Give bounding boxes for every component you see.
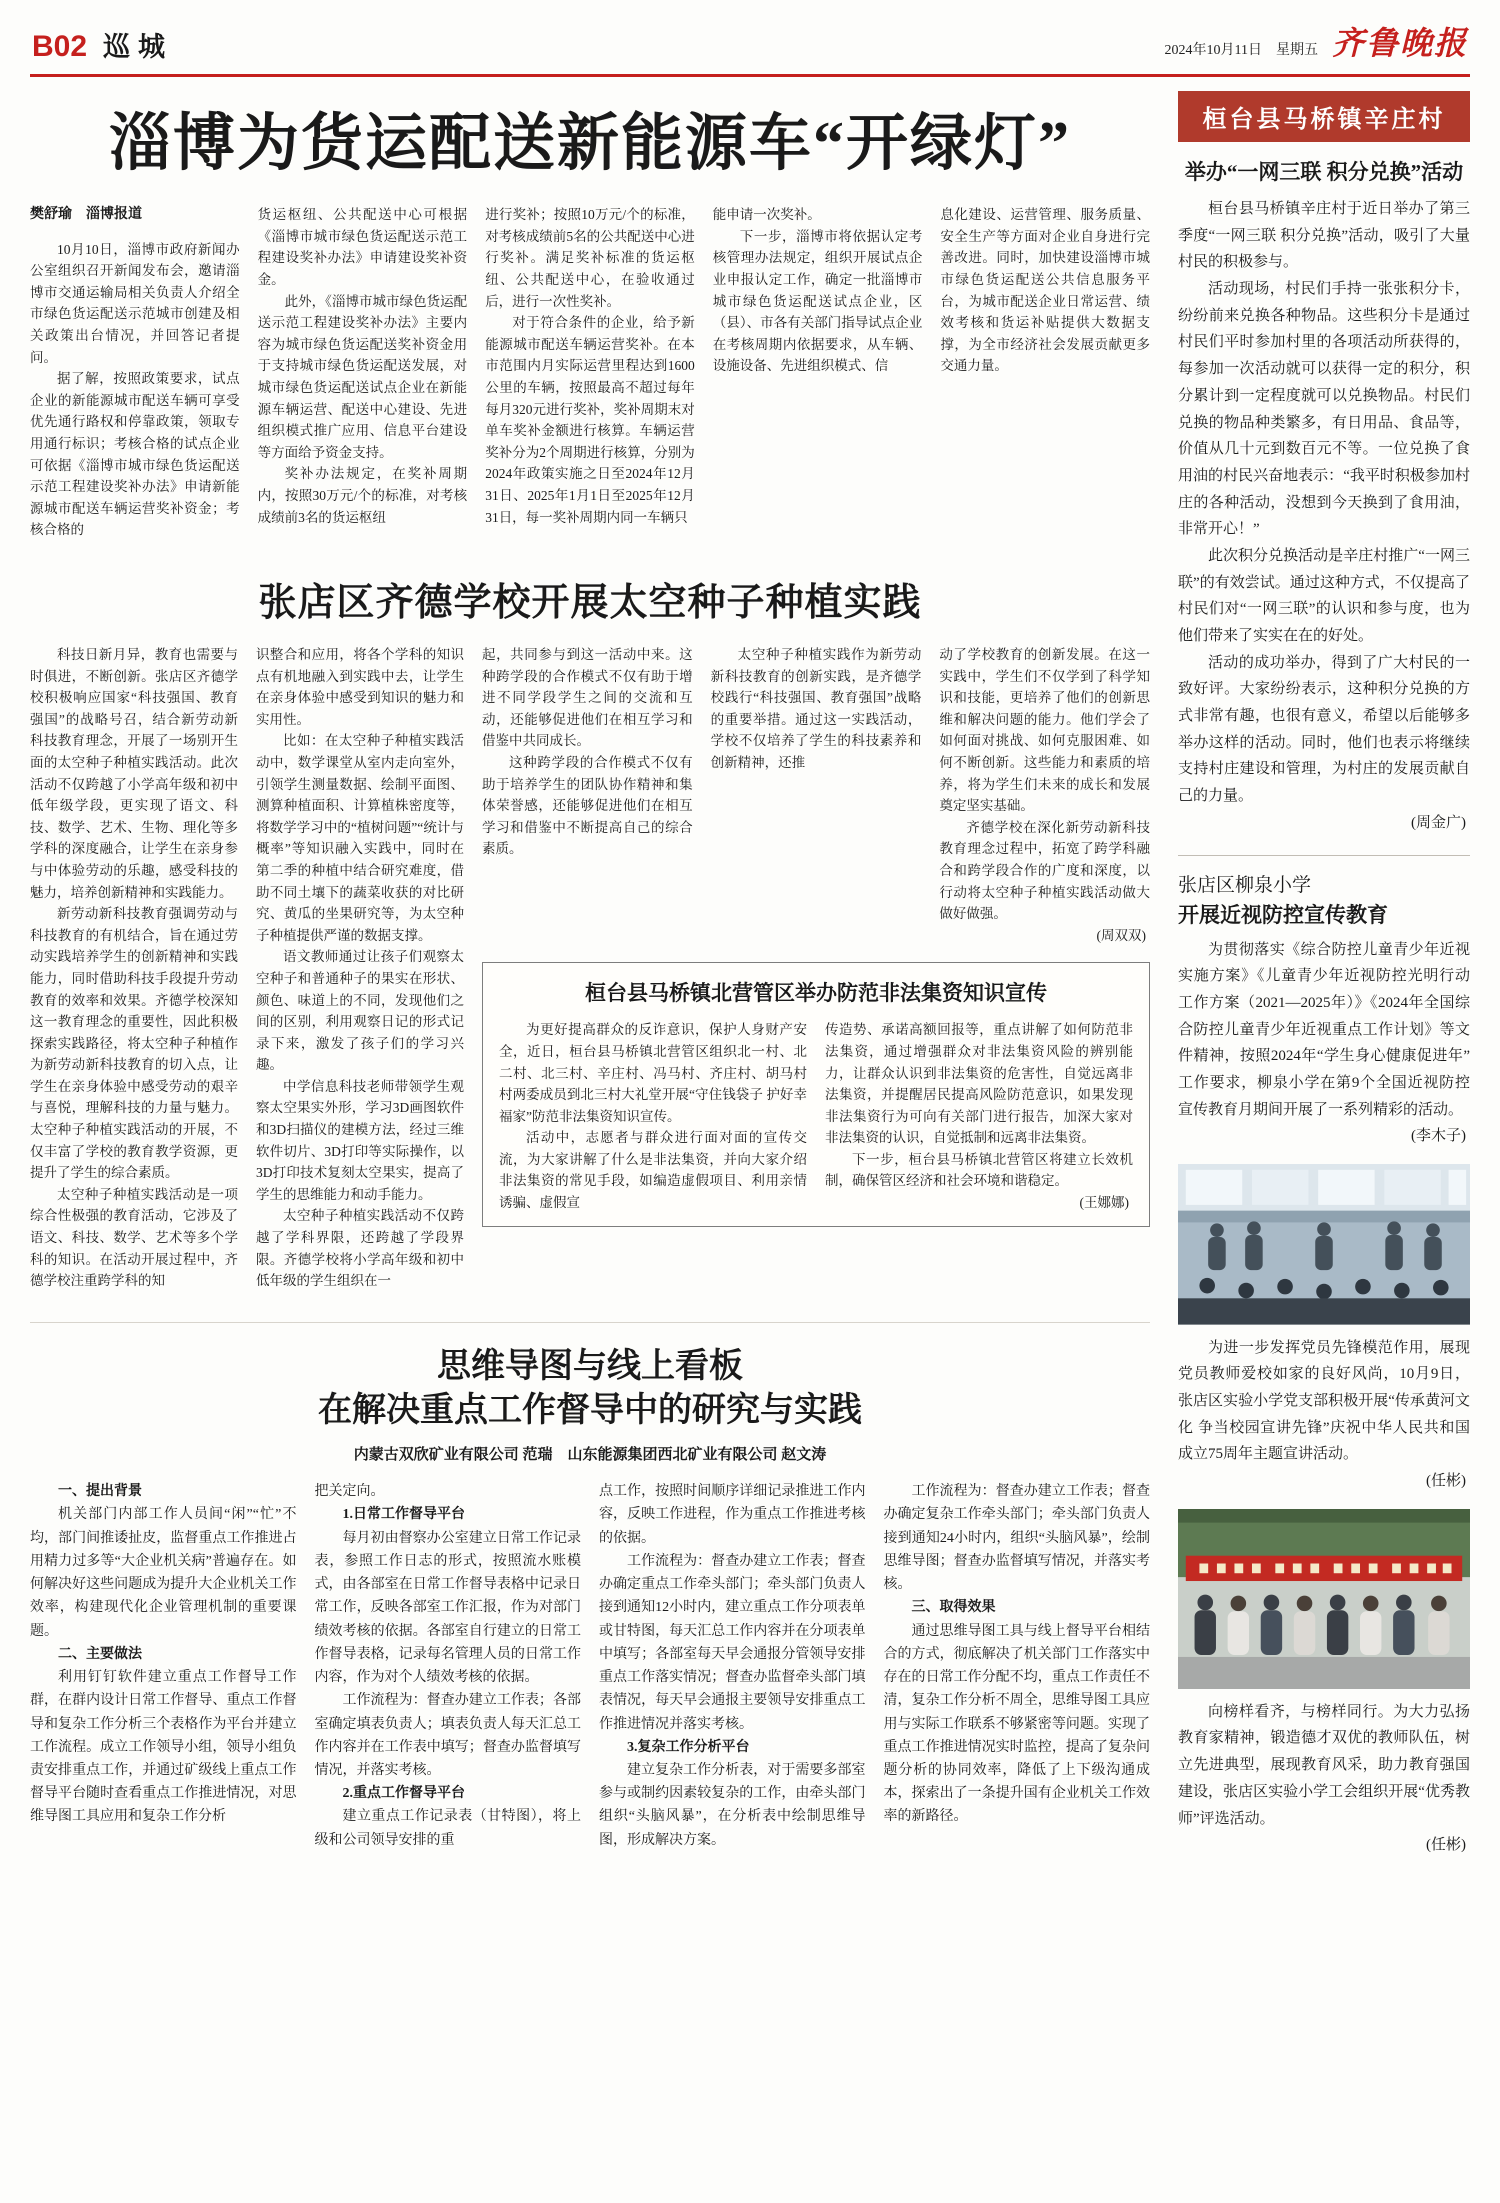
paragraph: 下一步，桓台县马桥镇北营管区将建立长效机制，确保管区经济和社会环境和谐稳定。 [825, 1151, 1133, 1189]
paragraph: (任彬) [1426, 1473, 1466, 1490]
sidebar-kicker-badge: 桓台县马桥镇辛庄村 [1178, 91, 1470, 142]
space-seeds-headline: 张店区齐德学校开展太空种子种植实践 [258, 582, 922, 624]
article-column [258, 204, 468, 541]
article-column [315, 1480, 582, 1852]
masthead-right [1165, 18, 1469, 64]
article-body [1178, 937, 1470, 1151]
paragraph: 对于符合条件的企业，给予新能源城市配送车辆运营奖补。在本市范围内月实际运营里程达到1600公里的车辆，按照最高不超过每年每月320元进行奖补，奖补周期末对单车奖补金额进行核算。车辆运营奖补分为2个周期进行核算，分别为2024年政策实施之日至2024年12月31日、2025年1月1日至2025年12月31日，每一奖补周期内同一车辆只 [485, 315, 695, 525]
paragraph: 把关定向。 [314, 1484, 385, 1500]
paragraph: 息化建设、运营管理、服务质量、安全生产等方面对企业自身进行完善改进。同时，加快建设淄博市城市绿色货运配送公共信息服务平台，为城市配送企业日常运营、绩效考核和货运补贴提供大数据支撑，为全市经济社会发展贡献更多交通力量。 [940, 207, 1150, 374]
paragraph: 为贯彻落实《综合防控儿童青少年近视实施方案》《儿童青少年近视防控光明行动工作方案（2021—2025年）》《2024年全国综合防控儿童青少年近视重点工作计划》等文件精神，按照2024年“学生身心健康促进年”工作要求，柳泉小学在第9个全国近视防控宣传教育月期间开展了一系列精彩的活动。 [1178, 941, 1470, 1118]
article-points-exchange [1178, 91, 1470, 837]
article-column [599, 1480, 866, 1852]
paragraph: 奖补办法规定，在奖补周期内，按照30万元/个的标准，对考核成绩前3名的货运枢纽 [257, 466, 468, 525]
article-body [499, 1019, 1133, 1213]
paragraph: 太空种子种植实践活动不仅跨越了学科界限，还跨越了学段界限。齐德学校将小学高年级和初中低年级的学生组织在一 [256, 1208, 464, 1289]
paragraph: 工作流程为：督查办建立工作表；督查办确定复杂工作牵头部门；牵头部门负责人接到通知24小时内，组织“头脑风暴”，绘制思维导图；督查办监督填写情况，并落实考核。 [883, 1484, 1150, 1593]
article-green-light [30, 109, 1150, 541]
paragraph: 一、提出背景 [58, 1484, 142, 1500]
byline: 樊舒瑜 淄博报道 [30, 207, 142, 223]
paragraph: 此外，《淄博市城市绿色货运配送示范工程建设奖补办法》主要内容为城市绿色货运配送奖补资金用于支持城市绿色货运配送发展，对城市绿色货运配送试点企业在新能源车辆运营、配送中心建设、先进组织模式推广应用、信息平台建设等方面给予资金支持。 [257, 293, 468, 460]
paragraph: 齐德学校在深化新劳动新科技教育理念过程中，拓宽了跨学科融合和跨学段合作的广度和深度，以行动将太空种子种植实践活动做大做好做强。 [939, 819, 1151, 922]
article-mindmap-kanban [30, 1322, 1150, 1852]
paragraph: 动了学校教育的创新发展。在这一实践中，学生们不仅学到了科学知识和技能，更培养了他们的创新思维和解决问题的能力。他们学会了如何面对挑战、如何克服困难、如何不断创新。这些能力和素质的培养，将为学生们未来的成长和发展奠定坚实基础。 [939, 647, 1151, 814]
paragraph: (王娜娜) [1079, 1195, 1129, 1211]
article-column [256, 644, 464, 1292]
article-right-block [482, 644, 1150, 1292]
page-number: B02 [32, 30, 88, 63]
article-body [1178, 196, 1470, 837]
newspaper-logo: 齐鲁晚报 [1331, 25, 1468, 61]
article-column [499, 1019, 807, 1213]
article-column [482, 644, 693, 946]
paragraph: (周金广) [1411, 814, 1466, 831]
divider [1178, 855, 1470, 856]
issue-weekday: 星期五 [1275, 43, 1318, 58]
paragraph: 活动中，志愿者与群众进行面对面的宣传交流，为大家讲解了什么是非法集资，并向大家介绍非法集资的常见手段，如编造虚假项目、利用亲情诱骗、虚假宣 [499, 1130, 807, 1211]
paragraph: 科技日新月异，教育也需要与时俱进，不断创新。张店区齐德学校积极响应国家“科技强国、教育强国”的战略号召，结合新劳动新科技教育理念，开展了一场别开生面的太空种子种植实践活动。此次活动不仅跨越了小学高年级和初中低年级学段，更实现了语文、科技、数学、艺术、生物、理化等多学科的深度融合，让学生在亲身参与中体验劳动的乐趣，感受科技的魅力，培养创新精神和实践能力。 [30, 647, 238, 900]
masthead-left [32, 25, 173, 64]
article-space-seeds [30, 571, 1150, 1292]
paragraph: 这种跨学段的合作模式不仅有助于培养学生的团队协作精神和集体荣誉感，还能够促进他们在相互学习和借鉴中不断提高自己的综合素质。 [482, 754, 693, 857]
article-column [711, 644, 922, 946]
mindmap-headline-line1: 思维导图与线上看板 [437, 1347, 743, 1385]
paragraph: 为更好提高群众的反诈意识，保护人身财产安全，近日，桓台县马桥镇北营管区组织北一村、北二村、北三村、辛庄村、冯马村、齐庄村、胡马村村两委成员到北三村大礼堂开展“守住钱袋子 护好幸福家”防范非法集资知识宣传。 [499, 1022, 807, 1124]
paragraph: 活动的成功举办，得到了广大村民的一致好评。大家纷纷表示，这种积分兑换的方式非常有趣，也很有意义，希望以后能够多举办这样的活动。同时，他们也表示将继续支持村庄建设和管理，为村庄的发展贡献自己的力量。 [1178, 654, 1470, 805]
paragraph: (李木子) [1411, 1128, 1466, 1145]
classroom-photo-graphic [1178, 1164, 1470, 1325]
main-zone [30, 91, 1150, 1859]
section-title: 巡城 [103, 32, 174, 62]
masthead [30, 14, 1470, 77]
main-headline: 淄博为货运配送新能源车“开绿灯” [108, 110, 1071, 178]
article-column [30, 1480, 297, 1852]
news-photo-group-banner [1178, 1509, 1470, 1689]
paragraph: 点工作，按照时间顺序详细记录推进工作内容，反映工作进程，作为重点工作推进考核的依据。 [599, 1484, 866, 1546]
paragraph: 传造势、承诺高额回报等，重点讲解了如何防范非法集资，通过增强群众对非法集资风险的辨别能力，让群众认识到非法集资的危害性，自觉远离非法集资，并提醒居民提高风险防范意识，如果发现非法集资行为可向有关部门进行报告，加深大家对非法集资的认识，自觉抵制和远离非法集资。 [825, 1022, 1133, 1146]
paragraph: 利用钉钉软件建立重点工作督导工作群，在群内设计日常工作督导、重点工作督导和复杂工作分析三个表格作为平台并建立工作流程。成立工作领导小组，领导小组负责安排重点工作，并通过矿级线上重点工作督导平台随时查看重点工作推进情况，对思维导图工具应用和复杂工作分析 [30, 1670, 297, 1825]
paragraph: 二、主要做法 [58, 1646, 142, 1662]
paragraph: 新劳动新科技教育强调劳动与科技教育的有机结合，旨在通过劳动实践培养学生的创新精神和实践能力，同时借助科技手段提升劳动教育的效率和效果。齐德学校深知这一教育理念的重要性，因此积极探索实践路径，将太空种子种植作为新劳动新科技教育的切入点，让学生在亲身体验中感受劳动的艰辛与喜悦，理解科技的力量与魅力。太空种子种植实践活动的开展，不仅丰富了学校的教育教学资源，更提升了学生的综合素质。 [30, 906, 238, 1181]
paragraph: (任彬) [1426, 1837, 1466, 1854]
article-column [713, 204, 923, 541]
paragraph: 识整合和应用，将各个学科的知识点有机地融入到实践中去，让学生在亲身体验中感受到知识的魅力和实用性。 [256, 647, 464, 727]
points-exchange-headline: 举办“一网三联 积分兑换”活动 [1184, 160, 1464, 184]
paragraph: 中学信息科技老师带领学生观察太空果实外形，学习3D画图软件和3D扫描仪的建模方法，经过三维软件切片、3D打印等实际操作，以3D打印技术复刻太空果实，提高了学生的思维能力和动手能力。 [256, 1078, 464, 1202]
article-column [30, 204, 240, 541]
paragraph: 能申请一次奖补。 [712, 207, 821, 223]
paragraph: (周双双) [1096, 927, 1147, 943]
paragraph: 建立复杂工作分析表，对于需要多部室参与或制约因素较复杂的工作，由牵头部门组织“头脑风暴”，在分析表中绘制思维导图，形成解决方案。 [599, 1763, 866, 1848]
article-column [30, 644, 238, 1292]
paragraph: 工作流程为：督查办建立工作表；各部室确定填表负责人；填表负责人每天汇总工作内容并在工作表中填写；督查办监督填写情况，并落实考核。 [314, 1693, 581, 1778]
issue-date: 2024年10月11日 [1164, 43, 1262, 58]
paragraph: 太空种子种植实践作为新劳动新科技教育的创新实践，是齐德学校践行“科技强国、教育强国”战略的重要举措。通过这一实践活动，学校不仅培养了学生的科技素养和创新精神，还推 [710, 647, 922, 770]
paragraph: 每月初由督察办公室建立日常工作记录表，参照工作日志的形式，按照流水账模式，由各部室在日常工作督导表格中记录日常工作，反映各部室工作汇报，作为对部门绩效考核的依据。各部室自行建立的日常工作督导表格，记录每名管理人员的日常工作内容，作为对个人绩效考核的依据。 [314, 1530, 581, 1686]
paragraph: 进行奖补；按照10万元/个的标准，对考核成绩前5名的公共配送中心进行奖补。满足奖补标准的货运枢纽、公共配送中心，在验收通过后，进行一次性奖补。 [485, 207, 695, 309]
article-column [939, 644, 1150, 946]
paragraph: 货运枢纽、公共配送中心可根据《淄博市城市绿色货运配送示范工程建设奖补办法》申请建设奖补资金。 [257, 207, 468, 288]
article-body [1178, 1699, 1470, 1859]
article-column [485, 204, 695, 541]
right-sidebar [1178, 91, 1470, 1859]
paragraph: 三、取得效果 [911, 1600, 996, 1616]
paragraph: 3.复杂工作分析平台 [627, 1739, 750, 1755]
article-anti-fraud [482, 962, 1150, 1226]
paragraph: 起，共同参与到这一活动中来。这种跨学段的合作模式不仅有助于增进不同学段学生之间的交流和互动，还能够促进他们在相互学习和借鉴中共同成长。 [482, 647, 693, 749]
short-columns [482, 644, 1150, 946]
paragraph: 为进一步发挥党员先锋模范作用，展现党员教师爱校如家的良好风尚，10月9日，张店区实验小学党支部积极开展“传承黄河文化 争当校园宣讲先锋”庆祝中华人民共和国成立75周年主题宣讲活动。 [1178, 1339, 1470, 1463]
article-column [940, 204, 1150, 541]
article-body [30, 644, 1150, 1292]
eye-care-kicker: 张店区柳泉小学 [1178, 874, 1312, 896]
brief-teacher-award [1178, 1699, 1470, 1859]
paragraph: 机关部门内部工作人员间“闲”“忙”不均，部门间推诿扯皮，监督重点工作推进占用精力过多等“大企业机关病”普遍存在。如何解决好这些问题成为提升大企业机关工作效率，构建现代化企业管理机制的重要课题。 [30, 1507, 297, 1639]
article-column [884, 1480, 1151, 1852]
paragraph: 比如：在太空种子种植实践活动中，数学课堂从室内走向室外，引领学生测量数据、绘制平面图、测算种植面积、计算植株密度等，将数学学习中的“植树问题”“统计与概率”等知识融入实践中，同时在第二季的种植中结合研究难度，借助不同土壤下的蔬菜收获的对比研究、黄瓜的坐果研究等，为太空种子种植提供严谨的数据支撑。 [256, 733, 464, 943]
article-column [825, 1019, 1133, 1213]
paragraph: 2.重点工作督导平台 [342, 1786, 465, 1802]
paragraph: 此次积分兑换活动是辛庄村推广“一网三联”的有效尝试。通过这种方式，不仅提高了村民们对“一网三联”的认识和参与度，也为他们带来了实实在在的好处。 [1178, 547, 1470, 644]
paragraph: 下一步，淄博市将依据认定考核管理办法规定，组织开展试点企业申报认定工作，确定一批淄博市城市绿色货运配送试点企业，区（县）、市各有关部门指导试点企业在考核周期内依据要求，从车辆、设施设备、先进组织模式、信 [712, 228, 923, 374]
paragraph: 桓台县马桥镇辛庄村于近日举办了第三季度“一网三联 积分兑换”活动，吸引了大量村民的积极参与。 [1178, 201, 1470, 271]
article-body [30, 1480, 1150, 1852]
paragraph: 语文教师通过让孩子们观察太空种子和普通种子的果实在形状、颜色、味道上的不同，发现他们之间的区别，利用观察日记的形式记录下来，激发了孩子们的学习兴趣。 [256, 949, 464, 1073]
paragraph: 1.日常工作督导平台 [342, 1507, 465, 1523]
article-body [1178, 1335, 1470, 1495]
paragraph: 工作流程为：督查办建立工作表；督查办确定重点工作牵头部门；牵头部门负责人接到通知12小时内，建立重点工作分项表单或甘特图，每天汇总工作内容并在分项表单中填写；各部室每天早会通报分管领导安排重点工作落实情况；督查办监督牵头部门填表情况，每天早会通报主要领导安排重点工作推进情况并落实考核。 [599, 1553, 866, 1732]
paragraph: 活动现场，村民们手持一张张积分卡，纷纷前来兑换各种物品。这些积分卡是通过村民们平时参加村里的各项活动所获得的，每参加一次活动就可以获得一定的积分，积分累计到一定程度就可以兑换物品。村民们兑换的物品种类繁多，有日用品、食品等，价值从几十元到数百元不等。一位兑换了食用油的村民兴奋地表示：“我平时积极参加村庄的各种活动，没想到今天换到了食用油，非常开心！” [1178, 281, 1470, 538]
paragraph: 10月10日，淄博市政府新闻办公室组织召开新闻发布会，邀请淄博市交通运输局相关负责人介绍全市绿色货运配送示范城市创建及相关政策出台情况，并回答记者提问。 [30, 241, 240, 365]
page-content [30, 91, 1470, 1859]
group-photo-graphic [1178, 1509, 1470, 1689]
anti-fraud-headline: 桓台县马桥镇北营管区举办防范非法集资知识宣传 [585, 981, 1047, 1006]
paragraph: 据了解，按照政策要求，试点企业的新能源城市配送车辆可享受优先通行路权和停靠政策，领取专用通行标识；考核合格的试点企业可依据《淄博市城市绿色货运配送示范工程建设奖补办法》申请新能源城市配送车辆运营奖补资金；考核合格的 [30, 371, 240, 538]
paragraph: 太空种子种植实践活动是一项综合性极强的教育活动，它涉及了语文、科技、数学、艺术等多个学科的知识。在活动开展过程中，齐德学校注重跨学科的知 [30, 1186, 238, 1289]
authors-line: 内蒙古双欣矿业有限公司 范瑞 山东能源集团西北矿业有限公司 赵文涛 [353, 1447, 827, 1464]
article-eye-care [1178, 870, 1470, 1151]
news-photo-classroom [1178, 1164, 1470, 1325]
eye-care-headline: 开展近视防控宣传教育 [1178, 902, 1388, 927]
paragraph: 向榜样看齐，与榜样同行。为大力弘扬教育家精神，锻造德才双优的教师队伍，树立先进典型，展现教育风采，助力教育强国建设，张店区实验小学工会组织开展“优秀教师”评选活动。 [1178, 1703, 1470, 1827]
article-body [30, 204, 1150, 541]
paragraph: 通过思维导图工具与线上督导平台相结合的方式，彻底解决了机关部门工作落实中存在的日常工作分配不均，重点工作责任不清，复杂工作分析不周全，思维导图工具应用与实际工作联系不够紧密等问题。实现了重点工作推进情况实时监控，提高了复杂问题分析的协同效率，降低了上下级沟通成本，探索出了一条提升国有企业机关工作效率的新路径。 [883, 1623, 1150, 1825]
brief-party-lecture [1178, 1335, 1470, 1495]
mindmap-headline-line2: 在解决重点工作督导中的研究与实践 [318, 1392, 862, 1429]
paragraph: 建立重点工作记录表（甘特图），将上级和公司领导安排的重 [314, 1809, 581, 1848]
